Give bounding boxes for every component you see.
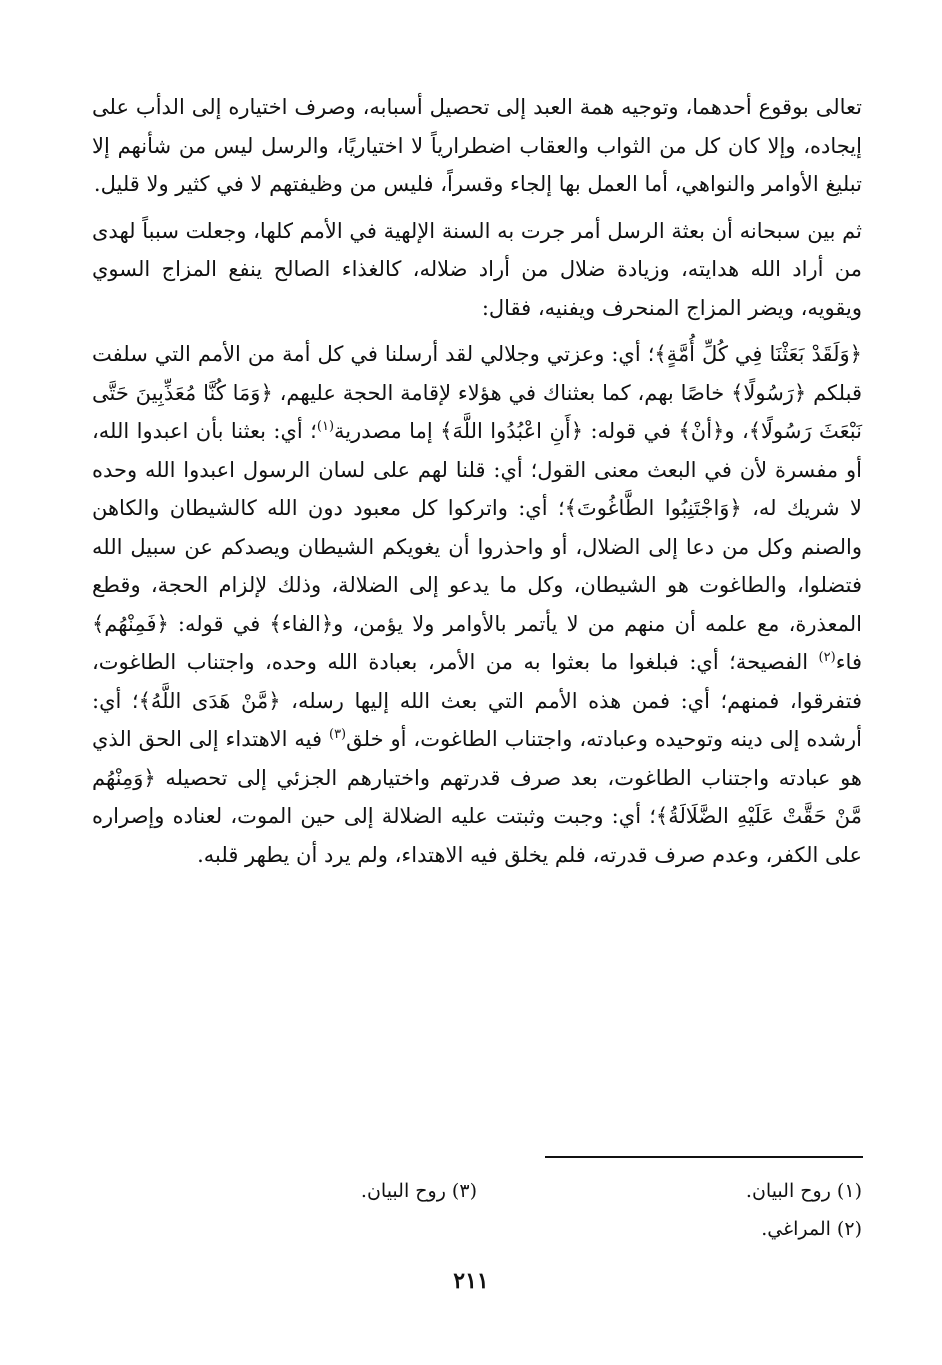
body-text (92, 88, 862, 874)
footnote-row (92, 1210, 862, 1248)
footnote-1: (١) روح البيان. (745, 1180, 862, 1202)
paragraph-text: ؛ أي: وعزتي وجلالي لقد أرسلنا في كل أمة من الأمم التي سلفت قبلكم (92, 342, 862, 405)
quran-verse: ﴿أنْ﴾ (678, 419, 725, 443)
paragraph-1: تعالى بوقوع أحدهما، وتوجيه همة العبد إلى تحصيل أسبابه، وصرف اختياره إلى الدأب على إيجاده، وإلا كان كل من الثواب والعقاب اضطرارياً لا اختياريًا، والرسل ليس من شأنهم إلا تبليغ الأوامر والنواهي، أما العمل بها إلجاء وقسراً، فليس من وظيفتهم لا في كثير ولا قليل. (92, 95, 862, 196)
paragraph-3 (92, 335, 862, 874)
footnote-2: (٢) المراغي. (761, 1218, 862, 1240)
footnote-separator (545, 1156, 863, 1158)
paragraph-text: فاء (835, 650, 862, 674)
paragraph-text: ؛ أي: أرشده إلى دينه وتوحيده وعبادته، واجتناب الطاغوت، أو خلق (92, 688, 862, 751)
paragraph-text: إما مصدرية (334, 419, 441, 443)
footnotes (92, 1172, 862, 1248)
footnote-ref-2: (٢) (818, 650, 836, 665)
quran-verse: ﴿وَمَا كُنَّا مُعَذِّبِينَ حَتَّى نَبْعَثَ رَسُولًا﴾ (92, 380, 862, 443)
quran-verse: ﴿مَّنْ هَدَى اللَّهُ﴾ (138, 688, 281, 713)
quran-verse: ﴿رَسُولًا﴾ (731, 380, 807, 405)
quran-verse: ﴿الفاء﴾ (269, 611, 334, 636)
paragraph-text: في قوله: (168, 611, 270, 636)
paragraph-text: ؛ أي: واتركوا كل معبود دون الله كالشيطان والكاهن والصنم وكل من دعا إلى الضلال، أو واحذروا أن يغويكم الشيطان ويصدكم عن سبيل الله فتضلوا، والطاغوت هو الشيطان، وكل ما يدعو إلى الضلالة، وذلك لإلزام الحجة، وقطع المعذرة، مع علمه أن منهم من لا يأتمر بالأوامر ولا يؤمن، و (92, 496, 863, 636)
footnote-row (92, 1172, 862, 1210)
page-number: ٢١١ (453, 1268, 489, 1294)
paragraph-text: الفصيحة؛ أي: فبلغوا ما بعثوا به من الأمر، بعبادة الله وحده، واجتناب الطاغوت، فتفرقوا، فمنهم؛ أي: فمن هذه الأمم التي بعث الله إليها رسله، (92, 650, 862, 713)
paragraph-text: ؛ أي: وجبت وثبتت عليه الضلالة إلى حين الموت، لعناده وإصراره على الكفر، وعدم صرف قدرته، فلم يخلق فيه الاهتداء، ولم يرد أن يطهر قلبه. (92, 804, 862, 867)
footnote-3: (٣) روح البيان. (360, 1180, 477, 1202)
quran-verse: ﴿أَنِ اعْبُدُوا اللَّهَ﴾ (440, 419, 584, 443)
quran-verse: ﴿وَمِنْهُم مَّنْ حَقَّتْ عَلَيْهِ الضَّلَالَةُ﴾ (92, 765, 863, 828)
paragraph-text: فيه الاهتداء إلى الحق الذي هو عبادته واجتناب الطاغوت، بعد صرف قدرتهم واختيارهم الجزئي إلى تحصيله (92, 727, 862, 790)
paragraph-2: ثم بين سبحانه أن بعثة الرسل أمر جرت به السنة الإلهية في الأمم كلها، وجعلت سبباً لهدى من أراد الله هدايته، وزيادة ضلال من أراد ضلاله، كالغذاء الصالح ينفع المزاج السوي ويقويه، ويضر المزاج المنحرف ويفنيه، فقال: (92, 218, 862, 320)
quran-verse: ﴿وَلَقَدْ بَعَثْنَا فِي كُلِّ أُمَّةٍ﴾ (654, 342, 862, 366)
paragraph-text: في قوله: (583, 419, 679, 443)
paragraph-text: ؛ أي: بعثنا بأن اعبدوا الله، أو مفسرة لأن في البعث معنى القول؛ أي: قلنا لهم على لسان الرسول اعبدوا الله وحده لا شريك له، (92, 419, 862, 520)
footnote-ref-3: (٣) (328, 727, 347, 742)
paragraph-text: ، و (724, 419, 749, 443)
footnote-ref-1: (١) (316, 419, 335, 434)
paragraph-text: خاصًا بهم، كما بعثناك في هؤلاء لإقامة الحجة عليهم، (272, 380, 732, 405)
quran-verse: ﴿وَاجْتَنِبُوا الطَّاغُوتَ﴾ (564, 496, 742, 520)
quran-verse: ﴿فَمِنْهُم﴾ (92, 611, 169, 636)
